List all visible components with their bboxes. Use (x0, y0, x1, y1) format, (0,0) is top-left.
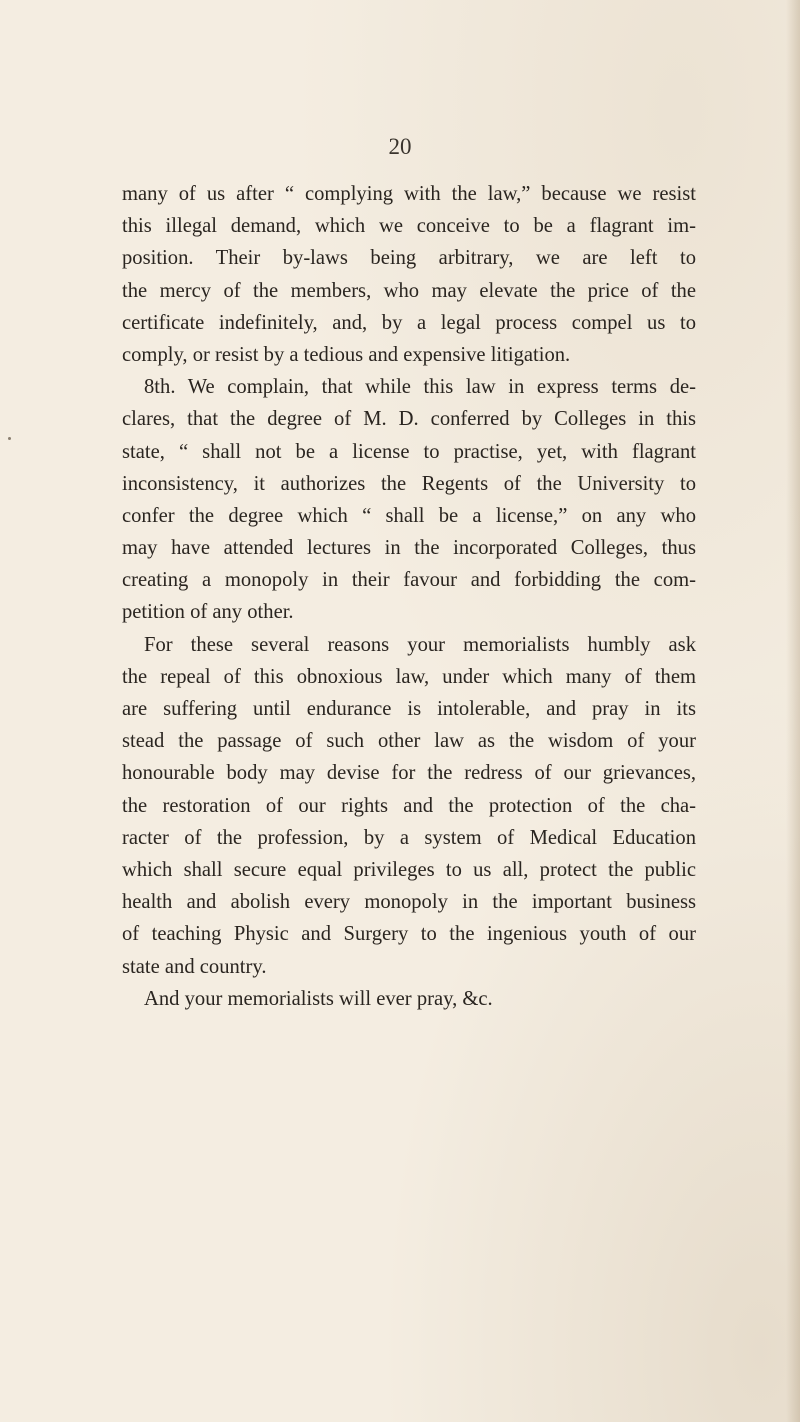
text-line: 8th. We complain, that while this law in express terms de- (144, 376, 696, 399)
text-line: creating a monopoly in their favour and forbidding the com- (122, 569, 696, 592)
text-line: racter of the profession, by a system of Medical Education (122, 826, 696, 849)
body-text (122, 178, 696, 1015)
paper-speck (8, 437, 11, 440)
text-line: health and abolish every monopoly in the important business (122, 891, 696, 914)
text-line: of teaching Physic and Surgery to the ingenious youth of our (122, 923, 696, 946)
text-line: this illegal demand, which we conceive to be a flagrant im- (122, 215, 696, 238)
text-line: petition of any other. (122, 601, 294, 624)
page-edge-shadow (786, 0, 800, 1422)
text-line: state and country. (122, 955, 267, 978)
text-line: which shall secure equal privileges to us all, protect the public (122, 858, 696, 881)
text-line: inconsistency, it authorizes the Regents of the University to (122, 472, 696, 495)
text-line: many of us after “ complying with the law,” because we resist (122, 183, 696, 205)
text-line: For these several reasons your memorialists humbly ask (144, 633, 696, 656)
text-line: And your memorialists will ever pray, &c. (144, 987, 493, 1010)
text-line: comply, or resist by a tedious and expensive litigation. (122, 343, 571, 366)
text-line: are suffering until endurance is intolerable, and pray in its (122, 698, 696, 720)
text-line: may have attended lectures in the incorporated Colleges, thus (122, 537, 696, 560)
text-line: clares, that the degree of M. D. conferred by Colleges in this (122, 408, 696, 431)
text-line: the restoration of our rights and the protection of the cha- (122, 794, 696, 817)
text-line: stead the passage of such other law as the wisdom of your (122, 730, 696, 753)
text-line: confer the degree which “ shall be a license,” on any who (122, 504, 696, 527)
text-line: honourable body may devise for the redress of our grievances, (122, 762, 696, 785)
page-number: 20 (388, 134, 412, 159)
text-line: the mercy of the members, who may elevate the price of the (122, 279, 696, 302)
text-line: state, “ shall not be a license to practise, yet, with flagrant (122, 440, 696, 463)
text-line: the repeal of this obnoxious law, under which many of them (122, 665, 696, 688)
text-line: position. Their by-laws being arbitrary, we are left to (122, 247, 696, 270)
text-line: certificate indefinitely, and, by a legal process compel us to (122, 311, 696, 334)
